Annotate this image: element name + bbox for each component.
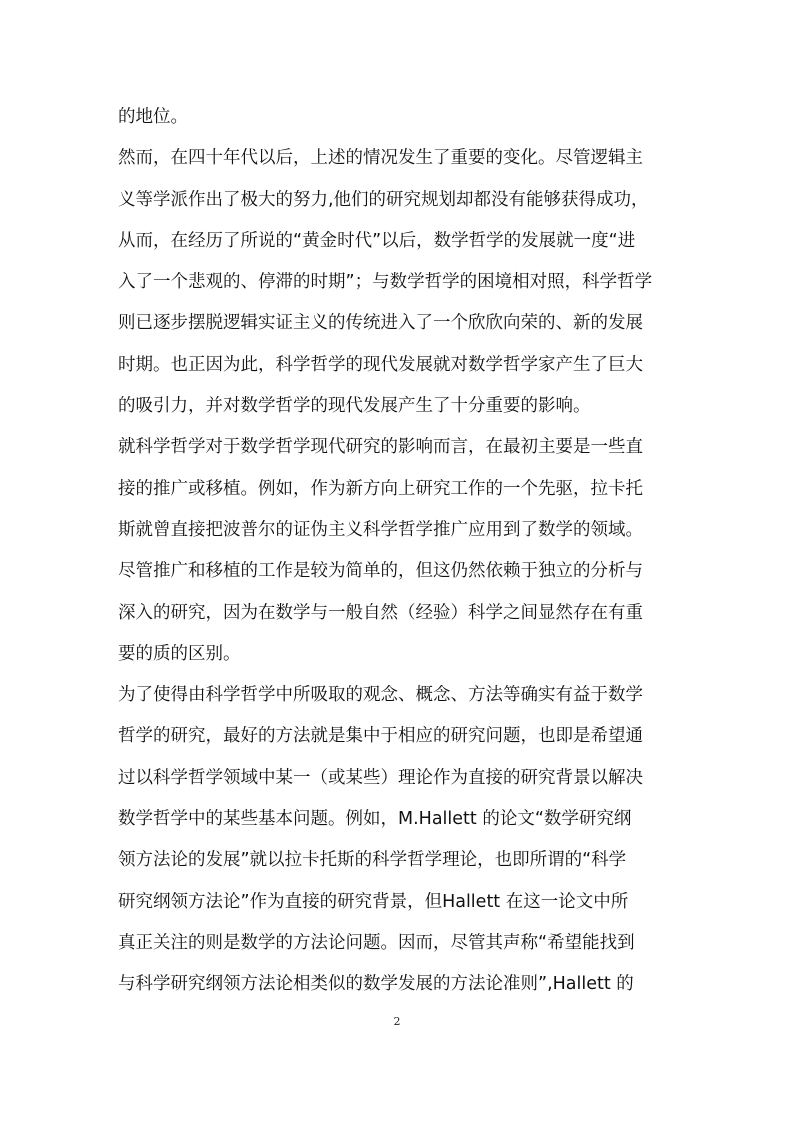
body-text: [118, 97, 680, 1006]
text-line: 研究纲领方法论”作为直接的研究背景，但Hallett 在这一论文中所: [118, 891, 629, 912]
paragraph-1: [118, 97, 680, 138]
text-line: 然而，在四十年代以后，上述的情况发生了重要的变化。尽管逻辑主: [118, 148, 643, 169]
text-line: 与科学研究纲领方法论相类似的数学发展的方法论准则”,Hallett 的: [118, 974, 634, 995]
text-line: 过以科学哲学领域中某一（或某些）理论作为直接的研究背景以解决: [118, 767, 643, 788]
paragraph-2: [118, 138, 680, 427]
text-line: 要的质的区别。: [118, 643, 241, 664]
text-line: 的吸引力，并对数学哲学的现代发展产生了十分重要的影响。: [118, 396, 591, 417]
text-line: 义等学派作出了极大的努力,他们的研究规划却都没有能够获得成功，: [118, 189, 649, 210]
text-line: 数学哲学中的某些基本问题。例如，M.Hallett 的论文“数学研究纲: [118, 809, 632, 830]
text-line: 深入的研究，因为在数学与一般自然（经验）科学之间显然存在有重: [118, 602, 643, 623]
page-number: 2: [393, 1015, 401, 1028]
text-line: 从而，在经历了所说的“黄金时代”以后，数学哲学的发展就一度“进: [118, 230, 636, 251]
text-line: 尽管推广和移植的工作是较为简单的，但这仍然依赖于独立的分析与: [118, 561, 643, 582]
text-line: 就科学哲学对于数学哲学现代研究的影响而言，在最初主要是一些直: [118, 437, 643, 458]
text-line: 领方法论的发展”就以拉卡托斯的科学哲学理论，也即所谓的“科学: [118, 850, 627, 871]
text-line: 的地位。: [118, 107, 188, 127]
paragraph-3: [118, 427, 680, 675]
paragraph-4: [118, 675, 680, 1005]
text-line: 为了使得由科学哲学中所吸取的观念、概念、方法等确实有益于数学: [118, 685, 643, 706]
text-line: 真正关注的则是数学的方法论问题。因而，尽管其声称“希望能找到: [118, 932, 635, 953]
text-line: 则已逐步摆脱逻辑实证主义的传统进入了一个欣欣向荣的、新的发展: [118, 313, 643, 334]
text-line: 接的推广或移植。例如，作为新方向上研究工作的一个先驱，拉卡托: [118, 478, 643, 499]
text-line: 哲学的研究，最好的方法就是集中于相应的研究问题，也即是希望通: [118, 726, 643, 747]
text-line: 斯就曾直接把波普尔的证伪主义科学哲学推广应用到了数学的领域。: [118, 519, 643, 540]
text-line: 入了一个悲观的、停滞的时期”；与数学哲学的困境相对照，科学哲学: [118, 272, 653, 293]
text-line: 时期。也正因为此，科学哲学的现代发展就对数学哲学家产生了巨大: [118, 354, 643, 375]
